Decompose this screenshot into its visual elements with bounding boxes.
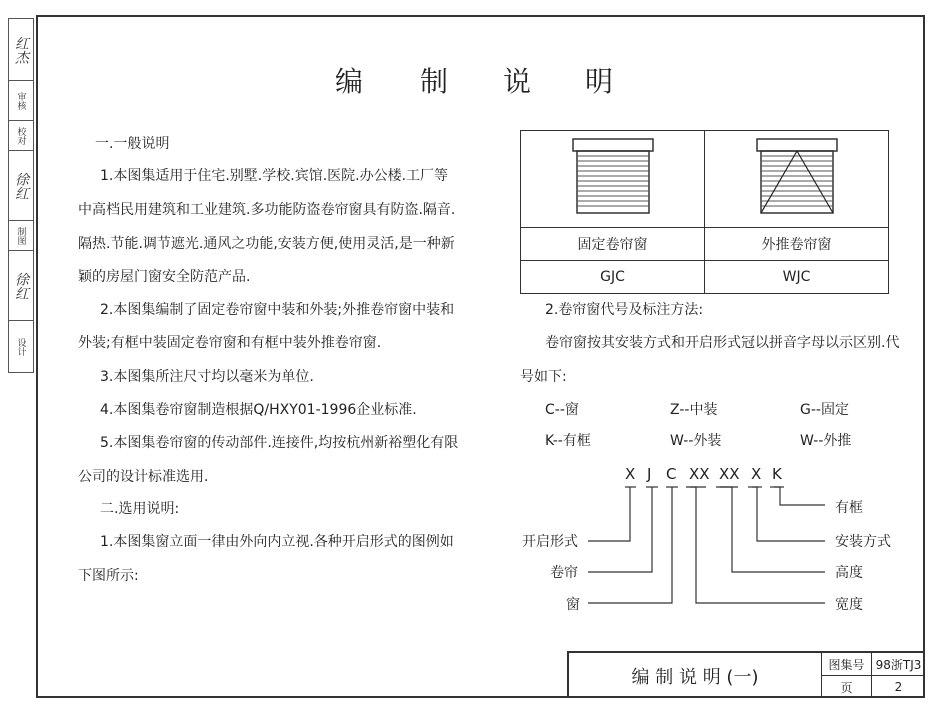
title-char: 制: [420, 65, 449, 98]
signature-text: 徐红: [13, 171, 29, 200]
code-definition: W--外推: [800, 433, 852, 449]
title-char: 编: [335, 65, 364, 98]
set-number-label: 图集号: [821, 653, 871, 676]
paragraph-line: 颖的房屋门窗安全防范产品.: [78, 269, 251, 285]
paragraph-line: 1.本图集窗立面一律由外向内立视.各种开启形式的图例如: [100, 534, 454, 550]
paragraph-line: 3.本图集所注尺寸均以毫米为单位.: [100, 369, 314, 385]
code-label-framed: 有框: [835, 500, 863, 516]
push-window-name: 外推卷帘窗: [705, 228, 889, 261]
fixed-window-code: GJC: [521, 261, 705, 294]
sidebar-label-design: 设计: [15, 337, 26, 356]
title-block: [567, 651, 925, 698]
code-label-install: 安装方式: [835, 534, 891, 550]
code-label-shutter: 卷帘: [550, 565, 578, 581]
code-definition: W--外装: [670, 433, 722, 449]
code-letter: K: [772, 465, 782, 483]
page-number: 2: [871, 676, 925, 698]
code-label-open-type: 开启形式: [522, 534, 578, 550]
paragraph-line: 卷帘窗按其安装方式和开启形式冠以拼音字母以示区别.代: [545, 335, 900, 351]
title-char: 明: [585, 65, 614, 98]
set-number-value: 98浙TJ3: [871, 653, 925, 676]
section-heading-selection: 二.选用说明:: [100, 501, 180, 517]
code-letter: XX: [689, 465, 710, 483]
code-letter: XX: [719, 465, 740, 483]
sidebar-label-check: 校对: [15, 126, 26, 145]
signature-text: 徐红: [13, 271, 29, 300]
page-label: 页: [821, 676, 871, 698]
code-section-heading: 2.卷帘窗代号及标注方法:: [545, 302, 704, 318]
paragraph-line: 号如下:: [520, 369, 567, 385]
code-definition: K--有框: [545, 433, 591, 449]
section-heading-general: 一.一般说明: [95, 136, 170, 152]
title-char: 说: [503, 65, 532, 98]
paragraph-line: 隔热.节能.调节遮光.通风之功能,安装方便,使用灵活,是一种新: [78, 236, 455, 252]
code-definition: C--窗: [545, 402, 579, 418]
paragraph-line: 5.本图集卷帘窗的传动部件.连接件,均按杭州新裕塑化有限: [100, 435, 459, 451]
paragraph-line: 公司的设计标准选用.: [78, 469, 209, 485]
paragraph-line: 中高档民用建筑和工业建筑.多功能防盗卷帘窗具有防盗.隔音.: [78, 202, 456, 218]
code-label-width: 宽度: [835, 597, 863, 613]
code-definition: Z--中装: [670, 402, 718, 418]
code-definition: G--固定: [800, 402, 849, 418]
paragraph-line: 4.本图集卷帘窗制造根据Q/HXY01-1996企业标准.: [100, 402, 417, 418]
signature-text: 红杰: [13, 35, 29, 64]
code-label-height: 高度: [835, 565, 863, 581]
paragraph-line: 外装;有框中装固定卷帘窗和有框中装外推卷帘窗.: [78, 335, 382, 351]
paragraph-line: 1.本图集适用于住宅.别墅.学校.宾馆.医院.办公楼.工厂等: [100, 168, 449, 184]
push-window-code: WJC: [705, 261, 889, 294]
sidebar-label-review: 审核: [15, 91, 26, 110]
title-block-name: 编 制 说 明 (一): [631, 666, 759, 688]
code-letter: X: [625, 465, 636, 483]
code-letter: J: [647, 465, 652, 483]
code-letter: C: [666, 465, 677, 483]
fixed-window-name: 固定卷帘窗: [521, 228, 705, 261]
paragraph-line: 2.本图集编制了固定卷帘窗中装和外装;外推卷帘窗中装和: [100, 302, 455, 318]
code-label-window: 窗: [566, 597, 580, 613]
code-letter: X: [751, 465, 762, 483]
paragraph-line: 下图所示:: [78, 568, 139, 584]
sidebar-label-draw: 制图: [15, 226, 26, 245]
